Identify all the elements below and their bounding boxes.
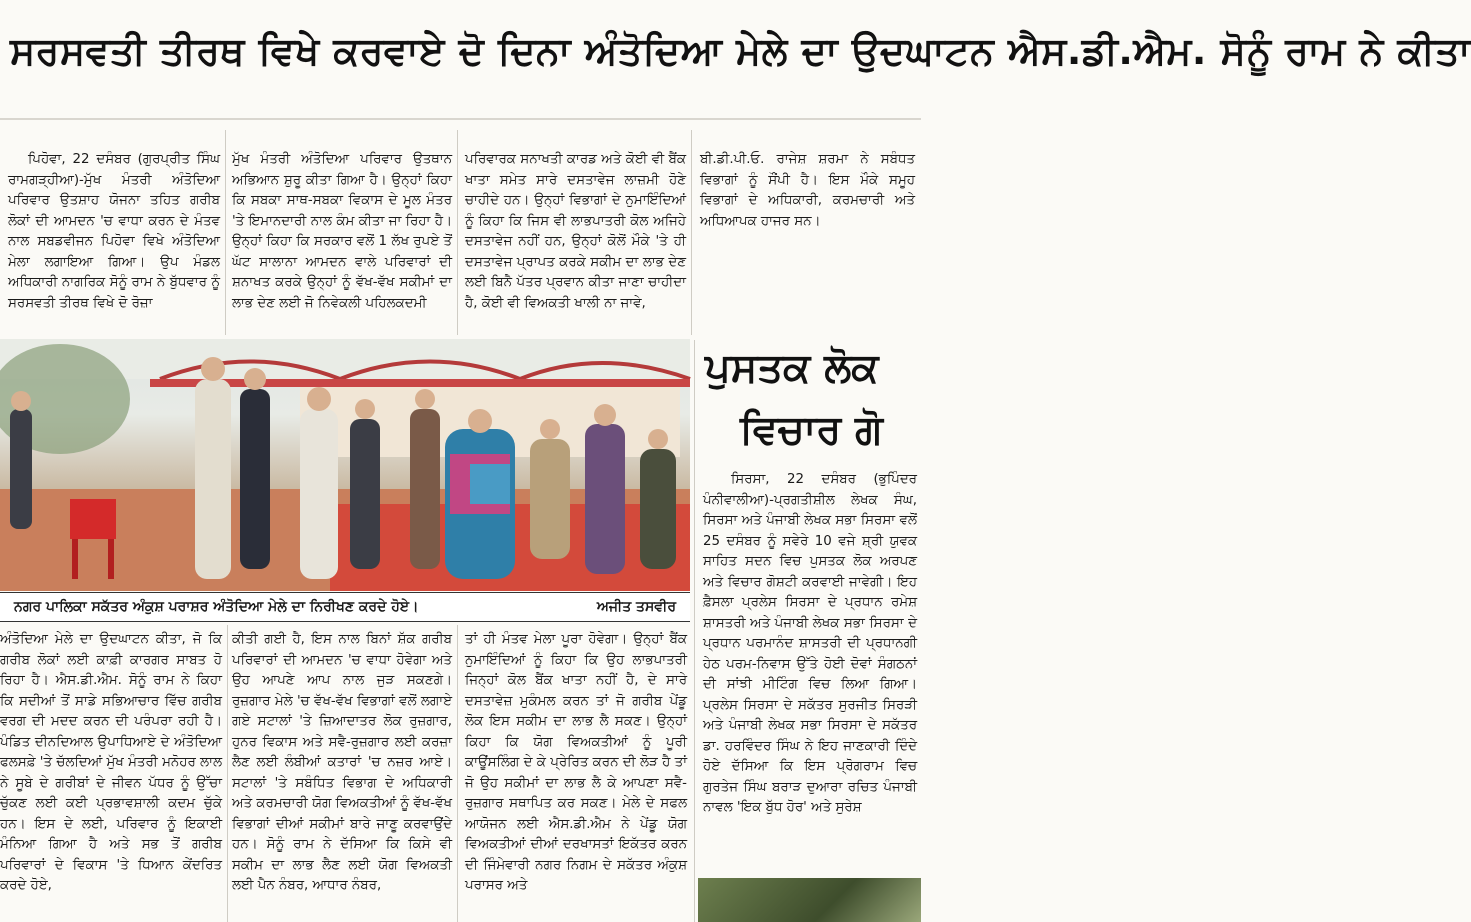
column-divider bbox=[691, 130, 692, 335]
article-top-col4-text: ਬੀ.ਡੀ.ਪੀ.ਓ. ਰਾਜੇਸ਼ ਸ਼ਰਮਾ ਨੇ ਸਬੰਧਤ ਵਿਭਾਗਾਂ ਨੂੰ ਸੌਂਪੀ ਹੈ। ਇਸ ਮੌਕੇ ਸਮੂਹ ਵਿਭਾਗਾਂ ਦੇ ਅਧਿਕਾਰੀ, ਕਰਮਚਾਰੀ ਅਤੇ ਅਧਿਆਪਕ ਹਾਜਰ ਸਨ। bbox=[700, 152, 915, 229]
article-bottom-col3-text: ਤਾਂ ਹੀ ਮੰਤਵ ਮੇਲਾ ਪੂਰਾ ਹੋਵੇਗਾ। ਉਨ੍ਹਾਂ ਬੈਂਕ ਨੁਮਾਇੰਦਿਆਂ ਨੂੰ ਕਿਹਾ ਕਿ ਉਹ ਲਾਭਪਾਤਰੀ ਜਿਨ੍ਹਾਂ ਕੋਲ ਬੈਂਕ ਖਾਤਾ ਨਹੀਂ ਹੈ, ਦੇ ਸਾਰੇ ਦਸਤਾਵੇਜ਼ ਮੁਕੰਮਲ ਕਰਨ ਤਾਂ ਜੋ ਗਰੀਬ ਪੇਂਡੂ ਲੋਕ ਇਸ ਸਕੀਮ ਦਾ ਲਾਭ ਲੈ ਸਕਣ। ਉਨ੍ਹਾਂ ਕਿਹਾ ਕਿ ਯੋਗ ਵਿਅਕਤੀਆਂ ਨੂੰ ਪੂਰੀ ਕਾਊਂਸਲਿੰਗ ਦੇ ਕੇ ਪ੍ਰੇਰਿਤ ਕਰਨ ਦੀ ਲੋੜ ਹੈ ਤਾਂ ਜੋ ਉਹ ਸਕੀਮਾਂ ਦਾ ਲਾਭ ਲੈ ਕੇ ਆਪਣਾ ਸਵੈ-ਰੁਜ਼ਗਾਰ ਸਥਾਪਿਤ ਕਰ ਸਕਣ। ਮੇਲੇ ਦੇ ਸਫਲ ਆਯੋਜਨ ਲਈ ਐਸ.ਡੀ.ਐਮ ਨੇ ਪੇਂਡੂ ਯੋਗ ਵਿਅਕਤੀਆਂ ਦੀਆਂ ਦਰਖਾਸਤਾਂ ਇਕੱਤਰ ਕਰਨ ਦੀ ਜਿੰਮੇਵਾਰੀ ਨਗਰ ਨਿਗਮ ਦੇ ਸਕੱਤਰ ਅੰਕੁਸ਼ ਪਰਾਸਰ ਅਤੇ bbox=[465, 632, 687, 893]
article-top-col2-text: ਮੁੱਖ ਮੰਤਰੀ ਅੰਤੋਦਿਆ ਪਰਿਵਾਰ ਉਤਥਾਨ ਅਭਿਆਨ ਸ਼ੁਰੂ ਕੀਤਾ ਗਿਆ ਹੈ। ਉਨ੍ਹਾਂ ਕਿਹਾ ਕਿ ਸਬਕਾ ਸਾਥ-ਸਬਕਾ ਵਿਕਾਸ ਦੇ ਮੂਲ ਮੰਤਰ 'ਤੇ ਇਮਾਨਦਾਰੀ ਨਾਲ ਕੰਮ ਕੀਤਾ ਜਾ ਰਿਹਾ ਹੈ। ਉਨ੍ਹਾਂ ਕਿਹਾ ਕਿ ਸਰਕਾਰ ਵਲੋਂ 1 ਲੱਖ ਰੁਪਏ ਤੋਂ ਘੱਟ ਸਾਲਾਨਾ ਆਮਦਨ ਵਾਲੇ ਪਰਿਵਾਰਾਂ ਦੀ ਸ਼ਨਾਖਤ ਕਰਕੇ ਉਨ੍ਹਾਂ ਨੂੰ ਵੱਖ-ਵੱਖ ਸਕੀਮਾਂ ਦਾ ਲਾਭ ਦੇਣ ਲਈ ਜੋ ਨਿਵੇਕਲੀ ਪਹਿਲਕਦਮੀ bbox=[232, 152, 452, 311]
article-top-col1-text: ਪਿਹੋਵਾ, 22 ਦਸੰਬਰ (ਗੁਰਪ੍ਰੀਤ ਸਿੰਘ ਰਾਮਗੜ੍ਹੀਆ)-ਮੁੱਖ ਮੰਤਰੀ ਅੰਤੋਦਿਆ ਪਰਿਵਾਰ ਉਤਸ਼ਾਹ ਯੋਜਨਾ ਤਹਿਤ ਗਰੀਬ ਲੋਕਾਂ ਦੀ ਆਮਦਨ 'ਚ ਵਾਧਾ ਕਰਨ ਦੇ ਮੰਤਵ ਨਾਲ ਸਬਡਵੀਜਨ ਪਿਹੋਵਾ ਵਿਖੇ ਅੰਤੋਦਿਆ ਮੇਲਾ ਲਗਾਇਆ ਗਿਆ। ਉਪ ਮੰਡਲ ਅਧਿਕਾਰੀ ਨਾਗਰਿਕ ਸੋਨੂੰ ਰਾਮ ਨੇ ਬੁੱਧਵਾਰ ਨੂੰ ਸਰਸਵਤੀ ਤੀਰਥ ਵਿਖੇ ਦੋ ਰੋਜ਼ਾ bbox=[8, 152, 220, 311]
photo-caption: ਨਗਰ ਪਾਲਿਕਾ ਸਕੱਤਰ ਅੰਕੁਸ਼ ਪਰਾਸ਼ਰ ਅੰਤੋਦਿਆ ਮੇਲੇ ਦਾ ਨਿਰੀਖਣ ਕਰਦੇ ਹੋਏ। bbox=[14, 599, 419, 615]
photo-caption-bar bbox=[0, 592, 690, 622]
article-top-col3 bbox=[465, 150, 686, 335]
article-top-col2 bbox=[232, 150, 452, 335]
side-article-title-line1: ਪੁਸਤਕ ਲੋਕ bbox=[705, 345, 879, 391]
side-article-title-line2: ਵਿਚਾਰ ਗੋ bbox=[740, 407, 883, 453]
article-top-col1 bbox=[8, 150, 220, 335]
side-article-photo bbox=[698, 878, 921, 922]
column-divider bbox=[694, 340, 695, 922]
column-divider bbox=[457, 130, 458, 335]
article-bottom-col1 bbox=[0, 630, 222, 922]
column-divider bbox=[225, 130, 226, 335]
column-divider bbox=[457, 625, 458, 922]
article-bottom-col2 bbox=[232, 630, 452, 922]
column-divider bbox=[227, 625, 228, 922]
fair-photo bbox=[0, 339, 690, 591]
fair-photo-illustration bbox=[0, 339, 690, 591]
side-article-body-text: ਸਿਰਸਾ, 22 ਦਸੰਬਰ (ਭੁਪਿੰਦਰ ਪੰਨੀਵਾਲੀਆ)-ਪ੍ਰਗਤੀਸ਼ੀਲ ਲੇਖਕ ਸੰਘ, ਸਿਰਸਾ ਅਤੇ ਪੰਜਾਬੀ ਲੇਖਕ ਸਭਾ ਸਿਰਸਾ ਵਲੋਂ 25 ਦਸੰਬਰ ਨੂੰ ਸਵੇਰੇ 10 ਵਜੇ ਸ਼੍ਰੀ ਯੁਵਕ ਸਾਹਿਤ ਸਦਨ ਵਿਚ ਪੁਸਤਕ ਲੋਕ ਅਰਪਣ ਅਤੇ ਵਿਚਾਰ ਗੋਸ਼ਟੀ ਕਰਵਾਈ ਜਾਵੇਗੀ। ਇਹ ਫ਼ੈਸਲਾ ਪ੍ਰਲੇਸ ਸਿਰਸਾ ਦੇ ਪ੍ਰਧਾਨ ਰਮੇਸ਼ ਸ਼ਾਸਤਰੀ ਅਤੇ ਪੰਜਾਬੀ ਲੇਖਕ ਸਭਾ ਸਿਰਸਾ ਦੇ ਪ੍ਰਧਾਨ ਪਰਮਾਨੰਦ ਸ਼ਾਸਤਰੀ ਦੀ ਪ੍ਰਧਾਨਗੀ ਹੇਠ ਪਰਮ-ਨਿਵਾਸ ਉੱਤੇ ਹੋਈ ਦੋਵਾਂ ਸੰਗਠਨਾਂ ਦੀ ਸਾਂਝੀ ਮੀਟਿੰਗ ਵਿਚ ਲਿਆ ਗਿਆ। ਪ੍ਰਲੇਸ ਸਿਰਸਾ ਦੇ ਸਕੱਤਰ ਸੁਰਜੀਤ ਸਿਰੜੀ ਅਤੇ ਪੰਜਾਬੀ ਲੇਖਕ ਸਭਾ ਸਿਰਸਾ ਦੇ ਸਕੱਤਰ ਡਾ. ਹਰਵਿੰਦਰ ਸਿੰਘ ਨੇ ਇਹ ਜਾਣਕਾਰੀ ਦਿੰਦੇ ਹੋਏ ਦੱਸਿਆ ਕਿ ਇਸ ਪ੍ਰੋਗਰਾਮ ਵਿਚ ਗੁਰਤੇਜ ਸਿੰਘ ਬਰਾੜ ਦੁਆਰਾ ਰਚਿਤ ਪੰਜਾਬੀ ਨਾਵਲ 'ਇਕ ਬੁੱਧ ਹੋਰ' ਅਤੇ ਸੁਰੇਸ਼ bbox=[703, 472, 917, 815]
headline: ਸਰਸਵਤੀ ਤੀਰਥ ਵਿਖੇ ਕਰਵਾਏ ਦੋ ਦਿਨਾ ਅੰਤੋਦਿਆ ਮੇਲੇ ਦਾ ਉਦਘਾਟਨ ਐਸ.ਡੀ.ਐਮ. ਸੋਨੂੰ ਰਾਮ ਨੇ ਕੀਤਾ bbox=[10, 29, 1471, 73]
article-top-col3-text: ਪਰਿਵਾਰਕ ਸਨਾਖਤੀ ਕਾਰਡ ਅਤੇ ਕੋਈ ਵੀ ਬੈਂਕ ਖਾਤਾ ਸਮੇਤ ਸਾਰੇ ਦਸਤਾਵੇਜ ਲਾਜ਼ਮੀ ਹੋਣੇ ਚਾਹੀਦੇ ਹਨ। ਉਨ੍ਹਾਂ ਵਿਭਾਗਾਂ ਦੇ ਨੁਮਾਇੰਦਿਆਂ ਨੂੰ ਕਿਹਾ ਕਿ ਜਿਸ ਵੀ ਲਾਭਪਾਤਰੀ ਕੋਲ ਅਜਿਹੇ ਦਸਤਾਵੇਜ ਨਹੀਂ ਹਨ, ਉਨ੍ਹਾਂ ਕੋਲੋਂ ਮੌਕੇ 'ਤੇ ਹੀ ਦਸਤਾਵੇਜ ਪ੍ਰਾਪਤ ਕਰਕੇ ਸਕੀਮ ਦਾ ਲਾਭ ਦੇਣ ਲਈ ਬਿਨੈ ਪੱਤਰ ਪ੍ਰਵਾਨ ਕੀਤਾ ਜਾਣਾ ਚਾਹੀਦਾ ਹੈ, ਕੋਈ ਵੀ ਵਿਅਕਤੀ ਖਾਲੀ ਨਾ ਜਾਵੇ, bbox=[465, 152, 686, 311]
article-bottom-col2-text: ਕੀਤੀ ਗਈ ਹੈ, ਇਸ ਨਾਲ ਬਿਨਾਂ ਸ਼ੱਕ ਗਰੀਬ ਪਰਿਵਾਰਾਂ ਦੀ ਆਮਦਨ 'ਚ ਵਾਧਾ ਹੋਵੇਗਾ ਅਤੇ ਉਹ ਆਪਣੇ ਆਪ ਨਾਲ ਜੁੜ ਸਕਣਗੇ। ਰੁਜ਼ਗਾਰ ਮੇਲੇ 'ਚ ਵੱਖ-ਵੱਖ ਵਿਭਾਗਾਂ ਵਲੋਂ ਲਗਾਏ ਗਏ ਸਟਾਲਾਂ 'ਤੇ ਜ਼ਿਆਦਾਤਰ ਲੋਕ ਰੁਜ਼ਗਾਰ, ਹੁਨਰ ਵਿਕਾਸ ਅਤੇ ਸਵੈ-ਰੁਜ਼ਗਾਰ ਲਈ ਕਰਜ਼ਾ ਲੈਣ ਲਈ ਲੰਬੀਆਂ ਕਤਾਰਾਂ 'ਚ ਨਜ਼ਰ ਆਏ। ਸਟਾਲਾਂ 'ਤੇ ਸਬੰਧਿਤ ਵਿਭਾਗ ਦੇ ਅਧਿਕਾਰੀ ਅਤੇ ਕਰਮਚਾਰੀ ਯੋਗ ਵਿਅਕਤੀਆਂ ਨੂੰ ਵੱਖ-ਵੱਖ ਵਿਭਾਗਾਂ ਦੀਆਂ ਸਕੀਮਾਂ ਬਾਰੇ ਜਾਣੂ ਕਰਵਾਉਂਦੇ ਹਨ। ਸੋਨੂੰ ਰਾਮ ਨੇ ਦੱਸਿਆ ਕਿ ਕਿਸੇ ਵੀ ਸਕੀਮ ਦਾ ਲਾਭ ਲੈਣ ਲਈ ਯੋਗ ਵਿਅਕਤੀ ਲਈ ਪੈਨ ਨੰਬਰ, ਆਧਾਰ ਨੰਬਰ, bbox=[232, 632, 452, 893]
article-bottom-col1-text: ਅੰਤੋਦਿਆ ਮੇਲੇ ਦਾ ਉਦਘਾਟਨ ਕੀਤਾ, ਜੋ ਕਿ ਗਰੀਬ ਲੋਕਾਂ ਲਈ ਕਾਫ਼ੀ ਕਾਰਗਰ ਸਾਬਤ ਹੋ ਰਿਹਾ ਹੈ। ਐਸ.ਡੀ.ਐਮ. ਸੋਨੂੰ ਰਾਮ ਨੇ ਕਿਹਾ ਕਿ ਸਦੀਆਂ ਤੋਂ ਸਾਡੇ ਸਭਿਆਚਾਰ ਵਿੱਚ ਗਰੀਬ ਵਰਗ ਦੀ ਮਦਦ ਕਰਨ ਦੀ ਪਰੰਪਰਾ ਰਹੀ ਹੈ। ਪੰਡਿਤ ਦੀਨਦਿਆਲ ਉਪਾਧਿਆਏ ਦੇ ਅੰਤੋਦਿਆ ਫਲਸਫ਼ੇ 'ਤੇ ਚੱਲਦਿਆਂ ਮੁੱਖ ਮੰਤਰੀ ਮਨੋਹਰ ਲਾਲ ਨੇ ਸੂਬੇ ਦੇ ਗਰੀਬਾਂ ਦੇ ਜੀਵਨ ਪੱਧਰ ਨੂੰ ਉੱਚਾ ਚੁੱਕਣ ਲਈ ਕਈ ਪ੍ਰਭਾਵਸ਼ਾਲੀ ਕਦਮ ਚੁੱਕੇ ਹਨ। ਇਸ ਦੇ ਲਈ, ਪਰਿਵਾਰ ਨੂੰ ਇਕਾਈ ਮੰਨਿਆ ਗਿਆ ਹੈ ਅਤੇ ਸਭ ਤੋਂ ਗਰੀਬ ਪਰਿਵਾਰਾਂ ਦੇ ਵਿਕਾਸ 'ਤੇ ਧਿਆਨ ਕੇਂਦਰਿਤ ਕਰਦੇ ਹੋਏ, bbox=[0, 632, 222, 893]
side-article-body bbox=[703, 470, 917, 874]
headline-rule bbox=[0, 118, 921, 120]
article-top-col4 bbox=[700, 150, 915, 250]
article-bottom-col3 bbox=[465, 630, 687, 922]
photo-credit: ਅਜੀਤ ਤਸਵੀਰ bbox=[596, 599, 676, 615]
